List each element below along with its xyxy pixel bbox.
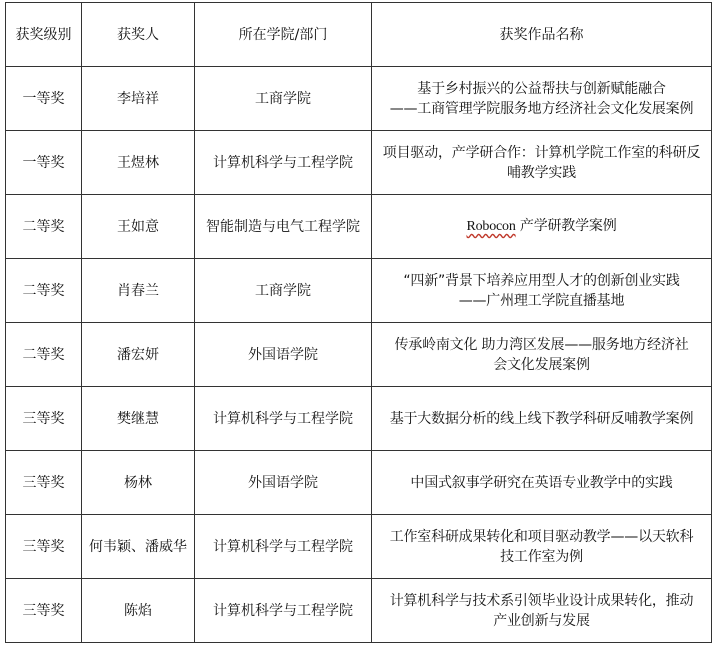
work-title	[372, 195, 712, 259]
work-title-line: 基于乡村振兴的公益帮扶与创新赋能融合	[417, 80, 666, 97]
work-title-line: “四新”背景下培养应用型人才的创新创业实践	[403, 272, 680, 289]
award-level: 二等奖	[6, 195, 82, 259]
department: 计算机科学与工程学院	[195, 515, 372, 579]
award-level: 一等奖	[6, 131, 82, 195]
department: 计算机科学与工程学院	[195, 579, 372, 643]
work-title	[372, 323, 712, 387]
work-title-line: ——工商管理学院服务地方经济社会文化发展案例	[389, 100, 694, 117]
department: 计算机科学与工程学院	[195, 387, 372, 451]
table-row	[6, 387, 712, 451]
work-title	[372, 131, 712, 195]
work-title	[372, 515, 712, 579]
header-level: 获奖级别	[6, 3, 82, 67]
department: 智能制造与电气工程学院	[195, 195, 372, 259]
table-row	[6, 67, 712, 131]
work-title-line: ——广州理工学院直播基地	[458, 292, 625, 309]
winner-name: 王如意	[82, 195, 195, 259]
table-row	[6, 195, 712, 259]
work-title-line: 会文化发展案例	[493, 356, 590, 373]
award-level: 三等奖	[6, 451, 82, 515]
winner-name: 樊继慧	[82, 387, 195, 451]
work-title-line: 项目驱动，产学研合作：计算机学院工作室的科研反	[382, 144, 701, 161]
awards-table	[5, 2, 712, 643]
winner-name: 陈焰	[82, 579, 195, 643]
award-level: 三等奖	[6, 515, 82, 579]
department: 计算机科学与工程学院	[195, 131, 372, 195]
header-winner: 获奖人	[82, 3, 195, 67]
department: 外国语学院	[195, 451, 372, 515]
award-level: 一等奖	[6, 67, 82, 131]
table-row	[6, 579, 712, 643]
department: 工商学院	[195, 259, 372, 323]
work-title-line: 工作室科研成果转化和项目驱动教学——以天软科	[389, 528, 694, 545]
department: 外国语学院	[195, 323, 372, 387]
award-level: 二等奖	[6, 323, 82, 387]
winner-name: 杨林	[82, 451, 195, 515]
work-title-rest: 产学研教学案例	[519, 218, 617, 234]
award-level: 三等奖	[6, 387, 82, 451]
header-row	[6, 3, 712, 67]
work-title-latin: Robocon	[466, 219, 516, 234]
table-row	[6, 323, 712, 387]
department: 工商学院	[195, 67, 372, 131]
table-row	[6, 259, 712, 323]
work-title-line: 中国式叙事学研究在英语专业教学中的实践	[410, 474, 673, 491]
work-title	[372, 387, 712, 451]
work-title	[372, 451, 712, 515]
work-title-line: 产业创新与发展	[493, 612, 590, 629]
winner-name: 潘宏妍	[82, 323, 195, 387]
work-title	[372, 259, 712, 323]
award-level: 三等奖	[6, 579, 82, 643]
table-row	[6, 515, 712, 579]
header-dept: 所在学院/部门	[195, 3, 372, 67]
work-title-line: 基于大数据分析的线上线下教学科研反哺教学案例	[389, 410, 694, 427]
winner-name: 王煜林	[82, 131, 195, 195]
work-title	[372, 67, 712, 131]
winner-name: 肖春兰	[82, 259, 195, 323]
table-row	[6, 131, 712, 195]
work-title-line: 计算机科学与技术系引领毕业设计成果转化，推动	[389, 592, 694, 609]
header-work: 获奖作品名称	[372, 3, 712, 67]
award-level: 二等奖	[6, 259, 82, 323]
work-title-line: 传承岭南文化 助力湾区发展——服务地方经济社	[394, 336, 689, 353]
work-title-line: 哺教学实践	[507, 164, 576, 181]
table-row	[6, 451, 712, 515]
work-title-line: 技工作室为例	[500, 548, 583, 565]
winner-name: 李培祥	[82, 67, 195, 131]
winner-name: 何韦颖、潘威华	[82, 515, 195, 579]
work-title	[372, 579, 712, 643]
